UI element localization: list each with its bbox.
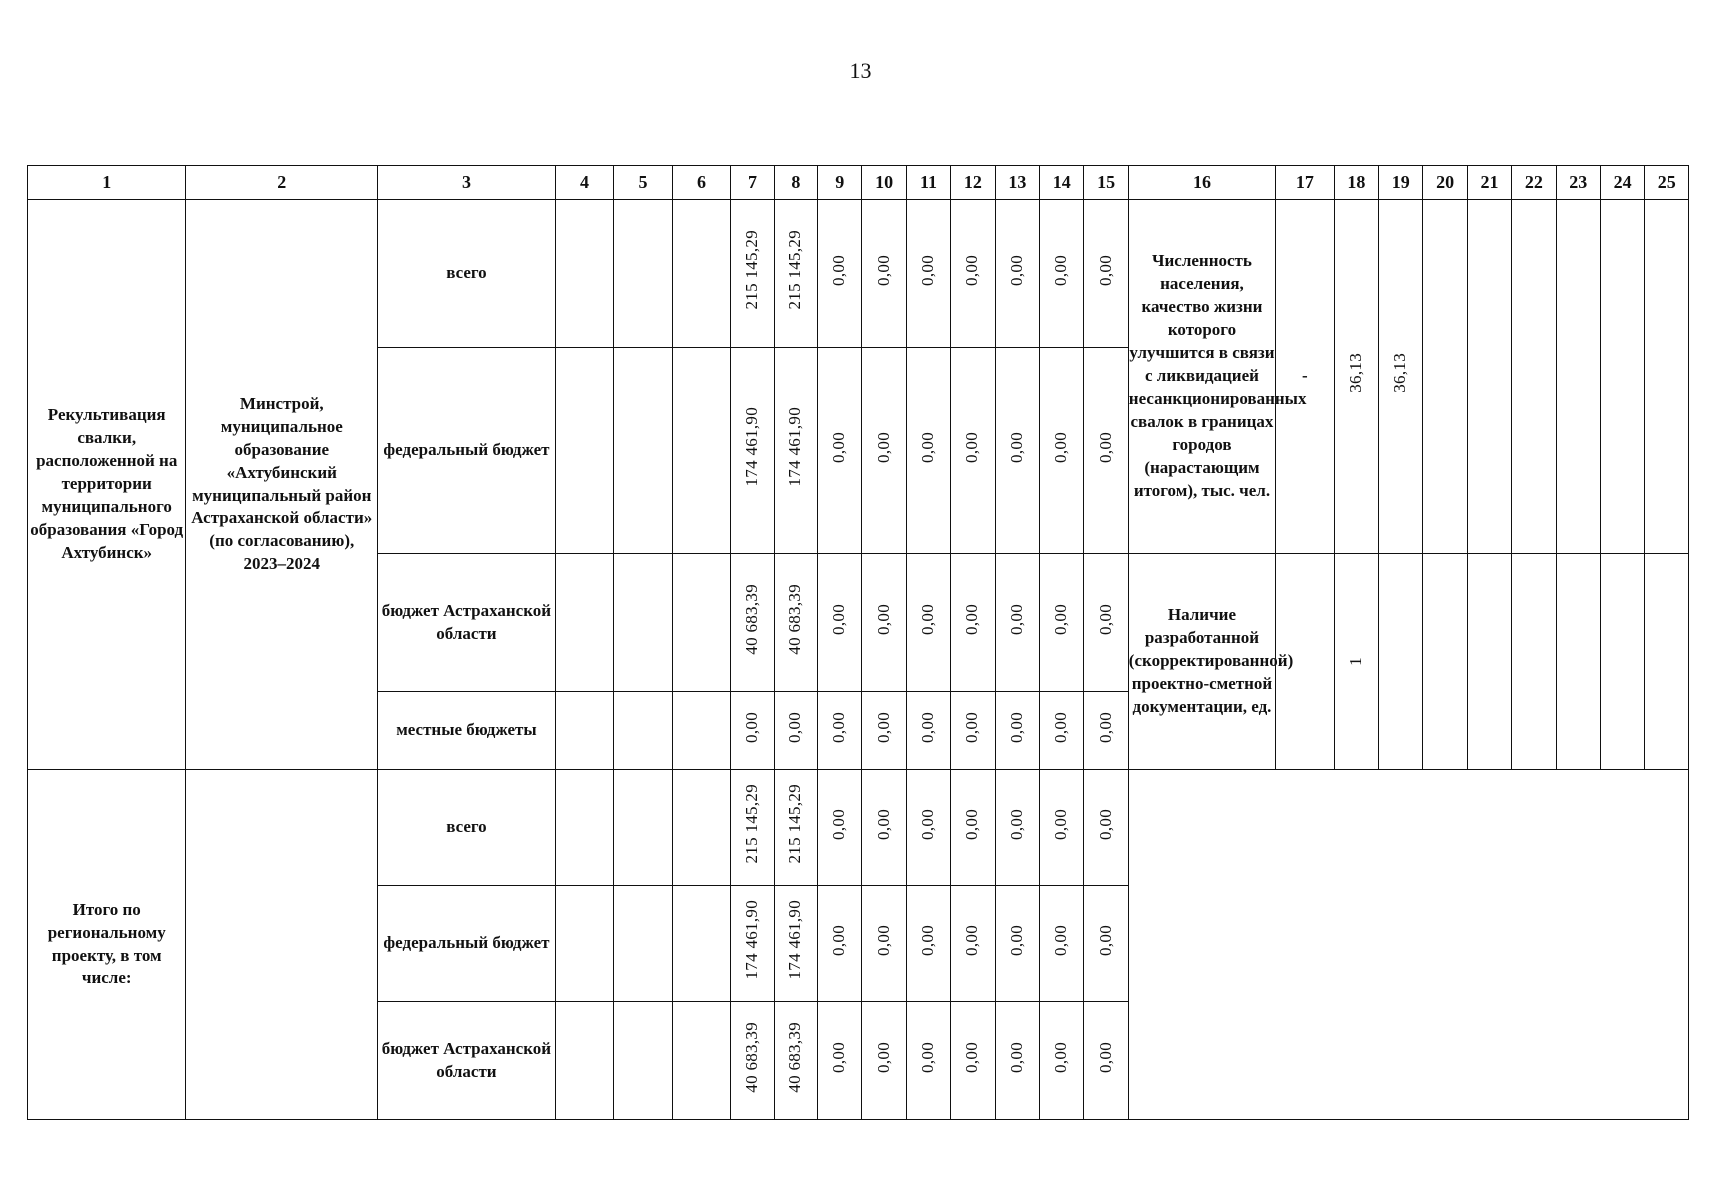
event-name-cell: Рекультивация свалки, расположенной на территории муниципального образования «Город Ахтубинск» [28, 200, 186, 770]
col-header: 15 [1084, 166, 1128, 200]
source-cell: федеральный бюджет [378, 886, 556, 1002]
value-cell: 40 683,39 [731, 554, 774, 692]
value-cell: 174 461,90 [731, 348, 774, 554]
value-cell: 0,00 [1040, 348, 1084, 554]
value-cell: 0,00 [818, 1002, 862, 1120]
col-header: 17 [1276, 166, 1335, 200]
empty-cell [614, 554, 673, 692]
empty-cell [1556, 554, 1600, 770]
col-header: 2 [186, 166, 378, 200]
col-header: 24 [1600, 166, 1644, 200]
value-cell: 0,00 [818, 348, 862, 554]
source-cell: местные бюджеты [378, 692, 556, 770]
value-cell: 0,00 [862, 554, 906, 692]
indicator-value-cell: 1 [1334, 554, 1378, 770]
value-cell: 0,00 [951, 1002, 995, 1120]
value-cell: 215 145,29 [774, 200, 817, 348]
col-header: 20 [1423, 166, 1467, 200]
empty-cell [555, 886, 614, 1002]
col-header: 19 [1379, 166, 1423, 200]
value-cell: 174 461,90 [774, 886, 817, 1002]
value-cell: 174 461,90 [774, 348, 817, 554]
col-header: 16 [1128, 166, 1275, 200]
col-header: 21 [1467, 166, 1511, 200]
value-cell: 40 683,39 [731, 1002, 774, 1120]
empty-cell [672, 554, 731, 692]
col-header: 9 [818, 166, 862, 200]
empty-cell [614, 692, 673, 770]
col-header: 5 [614, 166, 673, 200]
source-cell: бюджет Астраханской области [378, 554, 556, 692]
value-cell: 0,00 [951, 348, 995, 554]
empty-cell [614, 770, 673, 886]
indicator-cell: Численность населения, качество жизни которого улучшится в связи с ликвидацией несанкционированных свалок в границах городов (нарастающим итогом), тыс. чел. [1128, 200, 1275, 554]
empty-cell [1600, 200, 1644, 554]
value-cell: 0,00 [1084, 1002, 1128, 1120]
value-cell: 0,00 [1084, 200, 1128, 348]
value-cell: 0,00 [995, 554, 1039, 692]
empty-cell [1556, 200, 1600, 554]
empty-cell [555, 200, 614, 348]
empty-cell [1379, 554, 1423, 770]
page-number: 13 [849, 58, 872, 83]
table-row [28, 770, 1689, 886]
source-cell: бюджет Астраханской области [378, 1002, 556, 1120]
value-cell: 0,00 [1040, 554, 1084, 692]
value-cell: 40 683,39 [774, 1002, 817, 1120]
value-cell: 0,00 [1084, 770, 1128, 886]
empty-cell [672, 200, 731, 348]
budget-table [27, 165, 1689, 1120]
empty-cell [614, 1002, 673, 1120]
value-cell: 0,00 [818, 200, 862, 348]
empty-cell [1467, 200, 1511, 554]
empty-cell [1467, 554, 1511, 770]
indicator-cell: Наличие разработанной (скорректированной) проектно-сметной документации, ед. [1128, 554, 1275, 770]
executor-cell: Минстрой, муниципальное образование «Ахтубинский муниципальный район Астраханской области» (по согласованию), 2023–2024 [186, 200, 378, 770]
value-cell: 0,00 [951, 200, 995, 348]
value-cell: 0,00 [906, 1002, 950, 1120]
value-cell: 0,00 [951, 770, 995, 886]
value-cell: 0,00 [951, 554, 995, 692]
value-cell: 0,00 [862, 886, 906, 1002]
empty-cell [1423, 554, 1467, 770]
value-cell: 0,00 [906, 886, 950, 1002]
col-header: 1 [28, 166, 186, 200]
empty-cell [555, 348, 614, 554]
value-cell: 215 145,29 [731, 770, 774, 886]
col-header: 3 [378, 166, 556, 200]
source-cell: всего [378, 200, 556, 348]
col-header: 23 [1556, 166, 1600, 200]
value-cell: 0,00 [1040, 692, 1084, 770]
value-cell: 0,00 [818, 886, 862, 1002]
col-header: 22 [1512, 166, 1556, 200]
header-row [28, 166, 1689, 200]
value-cell: 0,00 [862, 200, 906, 348]
col-header: 7 [731, 166, 774, 200]
col-header: 6 [672, 166, 731, 200]
empty-cell [186, 770, 378, 1120]
empty-cell [614, 886, 673, 1002]
empty-cell [672, 886, 731, 1002]
empty-cell [672, 692, 731, 770]
value-cell: 0,00 [1040, 200, 1084, 348]
value-cell: 0,00 [951, 692, 995, 770]
value-cell: 0,00 [1084, 692, 1128, 770]
blank-area [1128, 770, 1688, 1120]
indicator-value-cell: - [1276, 200, 1335, 554]
value-cell: 0,00 [1084, 554, 1128, 692]
value-cell: 0,00 [862, 770, 906, 886]
col-header: 8 [774, 166, 817, 200]
empty-cell [1600, 554, 1644, 770]
empty-cell [1512, 200, 1556, 554]
col-header: 14 [1040, 166, 1084, 200]
value-cell: 0,00 [1040, 1002, 1084, 1120]
value-cell: 0,00 [995, 200, 1039, 348]
empty-cell [1512, 554, 1556, 770]
empty-cell [672, 770, 731, 886]
empty-cell [614, 348, 673, 554]
empty-cell [555, 692, 614, 770]
value-cell: 0,00 [951, 886, 995, 1002]
value-cell: 0,00 [1084, 886, 1128, 1002]
value-cell: 0,00 [995, 770, 1039, 886]
indicator-value-cell: 36,13 [1334, 200, 1378, 554]
empty-cell [1645, 200, 1689, 554]
value-cell: 0,00 [995, 886, 1039, 1002]
value-cell: 0,00 [862, 1002, 906, 1120]
col-header: 13 [995, 166, 1039, 200]
value-cell: 0,00 [818, 770, 862, 886]
value-cell: 0,00 [774, 692, 817, 770]
value-cell: 0,00 [1040, 886, 1084, 1002]
indicator-value-cell: 36,13 [1379, 200, 1423, 554]
table-row [28, 200, 1689, 348]
value-cell: 0,00 [995, 692, 1039, 770]
value-cell: 0,00 [906, 770, 950, 886]
col-header: 12 [951, 166, 995, 200]
value-cell: 215 145,29 [774, 770, 817, 886]
empty-cell [1423, 200, 1467, 554]
col-header: 11 [906, 166, 950, 200]
col-header: 18 [1334, 166, 1378, 200]
value-cell: 0,00 [1040, 770, 1084, 886]
value-cell: 40 683,39 [774, 554, 817, 692]
value-cell: 0,00 [906, 200, 950, 348]
value-cell: 174 461,90 [731, 886, 774, 1002]
source-cell: всего [378, 770, 556, 886]
empty-cell [672, 1002, 731, 1120]
value-cell: 0,00 [995, 348, 1039, 554]
empty-cell [555, 554, 614, 692]
empty-cell [1645, 554, 1689, 770]
value-cell: 0,00 [1084, 348, 1128, 554]
col-header: 4 [555, 166, 614, 200]
empty-cell [555, 770, 614, 886]
value-cell: 0,00 [818, 692, 862, 770]
value-cell: 0,00 [818, 554, 862, 692]
empty-cell [555, 1002, 614, 1120]
value-cell: 215 145,29 [731, 200, 774, 348]
value-cell: 0,00 [906, 348, 950, 554]
value-cell: 0,00 [906, 692, 950, 770]
col-header: 25 [1645, 166, 1689, 200]
value-cell: 0,00 [906, 554, 950, 692]
empty-cell [614, 200, 673, 348]
source-cell: федеральный бюджет [378, 348, 556, 554]
value-cell: 0,00 [862, 348, 906, 554]
value-cell: 0,00 [995, 1002, 1039, 1120]
value-cell: 0,00 [862, 692, 906, 770]
col-header: 10 [862, 166, 906, 200]
empty-cell [672, 348, 731, 554]
value-cell: 0,00 [731, 692, 774, 770]
total-name-cell: Итого по региональному проекту, в том числе: [28, 770, 186, 1120]
